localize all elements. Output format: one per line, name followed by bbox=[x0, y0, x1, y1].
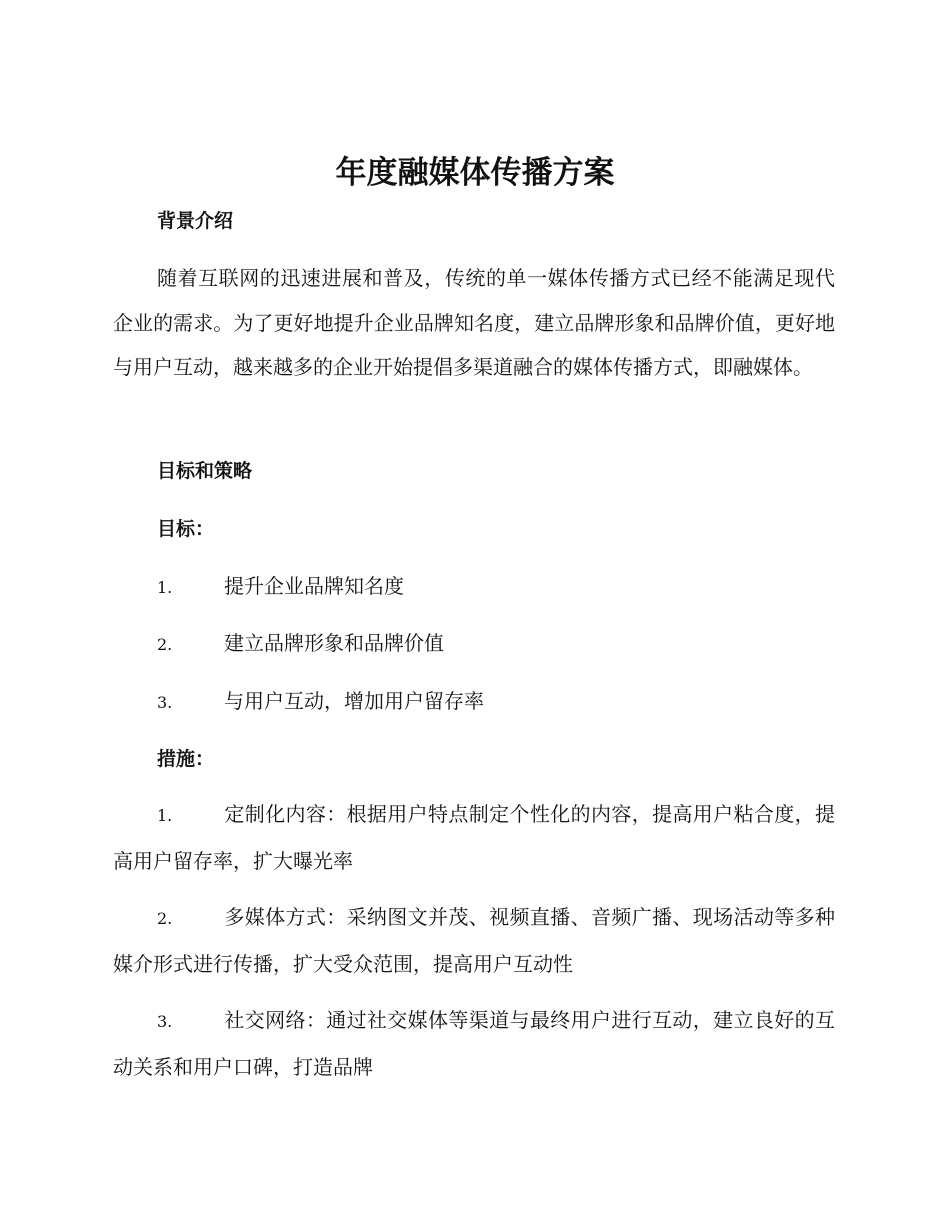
goal-item bbox=[157, 628, 444, 660]
page-title: 年度融媒体传播方案 bbox=[335, 155, 615, 191]
goal-number: 1. bbox=[157, 578, 173, 597]
measure-text: 定制化内容：根据用户特点制定个性化的内容，提高用户粘合度，提高用户留存率，扩大曝光率 bbox=[113, 802, 835, 873]
measure-item bbox=[113, 998, 835, 1089]
goals-heading: 目标： bbox=[157, 518, 215, 540]
goal-text: 提升企业品牌知名度 bbox=[224, 574, 404, 598]
measure-number: 2. bbox=[157, 909, 173, 928]
section-heading-strategy: 目标和策略 bbox=[157, 460, 253, 482]
measure-item bbox=[113, 792, 835, 883]
goal-text: 建立品牌形象和品牌价值 bbox=[224, 631, 444, 655]
goal-number: 2. bbox=[157, 635, 173, 654]
background-paragraph: 随着互联网的迅速进展和普及，传统的单一媒体传播方式已经不能满足现代企业的需求。为了更好地提升企业品牌知名度，建立品牌形象和品牌价值，更好地与用户互动，越来越多的企业开始提倡多渠道融合的媒体传播方式，即融媒体。 bbox=[113, 266, 835, 379]
measures-heading: 措施： bbox=[157, 748, 215, 770]
measure-text: 社交网络：通过社交媒体等渠道与最终用户进行互动，建立良好的互动关系和用户口碑，打造品牌 bbox=[113, 1008, 835, 1079]
goal-item bbox=[157, 686, 484, 718]
goal-number: 3. bbox=[157, 693, 173, 712]
goal-text: 与用户互动，增加用户留存率 bbox=[224, 689, 484, 713]
measure-number: 1. bbox=[157, 806, 173, 825]
section-heading-background: 背景介绍 bbox=[157, 210, 234, 232]
measure-text: 多媒体方式：采纳图文并茂、视频直播、音频广播、现场活动等多种媒介形式进行传播，扩大受众范围，提高用户互动性 bbox=[113, 905, 835, 976]
goal-item bbox=[157, 571, 404, 603]
measure-number: 3. bbox=[157, 1012, 173, 1031]
measure-item bbox=[113, 895, 835, 986]
